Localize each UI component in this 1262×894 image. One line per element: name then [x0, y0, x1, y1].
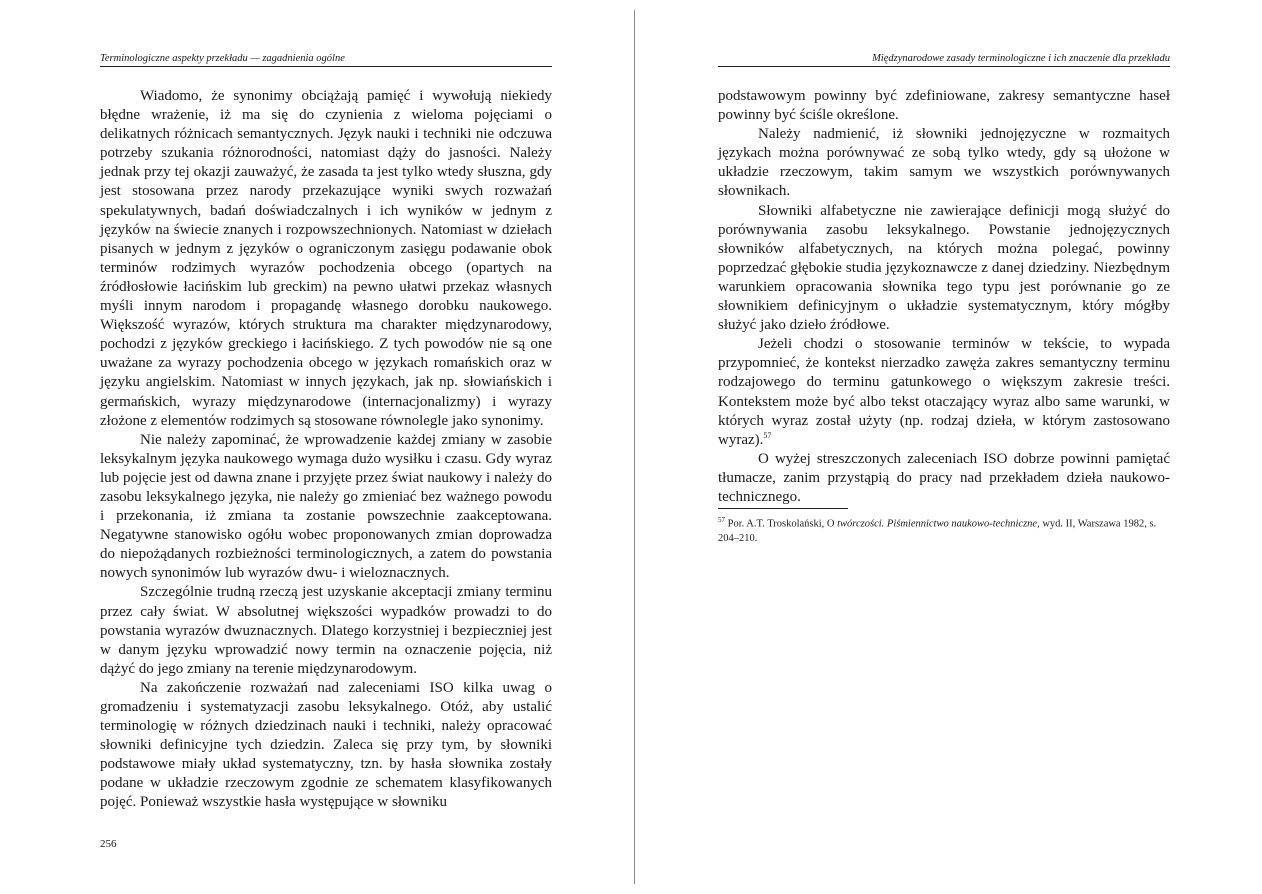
right-paragraph-1: Należy nadmienić, iż słowniki jednojęzyczne w rozmaitych językach można porównywać ze sobą tylko wtedy, gdy są ułożone w układzie rzeczowym, takim samym we wszystkich porównywanych słownikach.: [718, 126, 1170, 200]
footnote-prefix: Por. A.T. Troskolański, O: [727, 518, 835, 530]
right-paragraph-3-text: Jeżeli chodzi o stosowanie terminów w tekście, to wypada przypomnieć, że kontekst nierzadko zawęża zakres semantyczny terminu rodzajowego do terminu gatunkowego o większym zakresie treści. Kontekstem może być albo tekst otaczający wyraz albo same warunki, w których wyraz został użyty (np. rodzaj dzieła, w którym zastosowano wyraz).: [718, 336, 1170, 448]
right-running-head: Międzynarodowe zasady terminologiczne i ich znaczenie dla przekładu: [872, 53, 1170, 64]
left-paragraph-3: Szczególnie trudną rzeczą jest uzyskanie akceptacji zmiany terminu przez cały świat. W absolutnej większości wypadków prowadzi to do powstania wyrazów dwuznacznych. Dlatego korzystniej i bezpieczniej jest w danym języku wprowadzić nowy termin na oznaczenie pojęcia, niż dążyć do jego zmiany na terenie międzynarodowym.: [100, 584, 552, 677]
left-paragraph-4: Na zakończenie rozważań nad zaleceniami ISO kilka uwag o gromadzeniu i systematyzacji zasobu leksykalnego. Otóż, aby ustalić terminologię w różnych dziedzinach nauki i techniki, należy opracować słowniki definicyjne tych dziedzin. Zaleca się przy tym, by słowniki podstawowe miały układ systematyczny, tzn. by hasła słownika zostały podane w układzie rzeczowym zgodnie ze schematem klasyfikowanych pojęć. Ponieważ wszystkie hasła występujące w słowniku: [100, 679, 552, 811]
page-number: 256: [100, 838, 117, 850]
footnote-number: 57: [718, 516, 725, 524]
footnote: [718, 513, 1170, 546]
left-running-head: Terminologiczne aspekty przekładu — zagadnienia ogólne: [100, 53, 345, 64]
footnote-suffix: wyd. II, Warszawa 1982, s. 204–210.: [718, 518, 1157, 544]
footnote-title: twórczości. Piśmiennictwo naukowo-techniczne,: [837, 518, 1040, 530]
right-paragraph-2: Słowniki alfabetyczne nie zawierające definicji mogą służyć do porównywania zasobu leksykalnego. Powstanie jednojęzycznych słowników alfabetycznych, na których można polegać, powinny poprzedzać głębokie studia językoznawcze z danej dziedziny. Niezbędnym warunkiem opracowania słownika tego typu jest porównanie go ze słownikiem definicyjnym o układzie systematycznym, który mógłby służyć jako dzieło źródłowe.: [718, 202, 1170, 334]
right-paragraph-4: O wyżej streszczonych zaleceniach ISO dobrze powinni pamiętać tłumacze, zanim przystąpią do pracy nad przekładem dzieła naukowo-technicznego.: [718, 450, 1170, 505]
left-body-text: [100, 87, 552, 813]
right-header-rule: [718, 66, 1170, 67]
left-header-rule: [100, 66, 552, 67]
footnote-rule: [718, 508, 848, 509]
right-paragraph-3: [718, 335, 1170, 450]
right-body-text: [718, 87, 1170, 507]
left-paragraph-1: Wiadomo, że synonimy obciążają pamięć i wywołują niekiedy błędne wrażenie, iż ma się do czynienia z wieloma pojęciami o delikatnych różnicach semantycznych. Język nauki i techniki nie odczuwa potrzeby szukania różnorodności, natomiast dąży do jasności. Należy jednak przy tej okazji zauważyć, że zasada ta jest tylko wtedy słuszna, gdy jest stosowana przez narody przekazujące wyniki swych rozważań spekulatywnych, badań doświadczalnych i ich wyników w jednym z języków na świecie znanych i rozpowszechnionych. Natomiast w dziełach pisanych w jednym z języków o ograniczonym zasięgu podawanie obok terminów rodzimych wyrazów pochodzenia obcego (opartych na źródłosłowie łacińskim lub greckim) na pewno ułatwi przekaz własnych myśli innym narodom i propagandę własnego dorobku naukowego. Większość wyrazów, których struktura ma charakter międzynarodowy, pochodzi z języków greckiego i łacińskiego. Z tych powodów nie są one uważane za wyrazy pochodzenia obcego w językach romańskich oraz w języku angielskim. Natomiast w innych językach, jak np. słowiańskich i germańskich, wyrazy międzynarodowe (internacjonalizmy) i wyrazy złożone z elementów rodzimych są stosowane równolegle jako synonimy.: [100, 88, 552, 429]
footnote-reference: 57: [763, 430, 772, 440]
left-paragraph-2: Nie należy zapominać, że wprowadzenie każdej zmiany w zasobie leksykalnym języka naukowego wymaga dużo wysiłku i czasu. Gdy wyraz lub pojęcie jest od dawna znane i przyjęte przez świat naukowy i należy do zasobu leksykalnego języka, nie należy go zmieniać bez ważnego powodu i przekonania, iż zmiana ta zostanie powszechnie zaakceptowana. Negatywne stanowisko ogółu wobec proponowanych zmian doprowadza do niepożądanych rozbieżności terminologicznych, a zatem do powstania nowych synonimów lub wyrazów dwu- i wieloznacznych.: [100, 431, 552, 582]
book-gutter: [634, 10, 635, 884]
right-continuation: podstawowym powinny być zdefiniowane, zakresy semantyczne haseł powinny być ściśle określone.: [718, 88, 1170, 124]
